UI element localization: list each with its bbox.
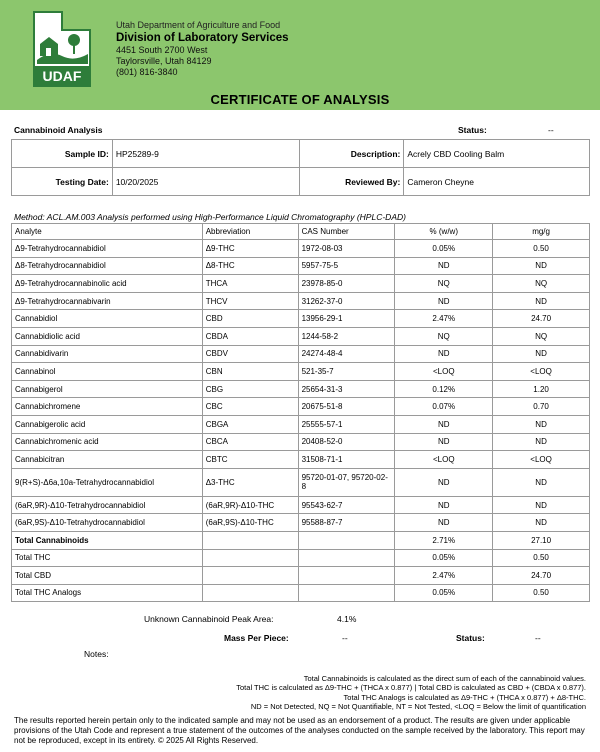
cell-analyte: Cannabidivarin — [12, 345, 203, 363]
header-percent: % (w/w) — [395, 224, 493, 240]
header-abbreviation: Abbreviation — [202, 224, 298, 240]
department-name: Utah Department of Agriculture and Food — [116, 20, 281, 30]
cell-cas-number: 1972-08-03 — [298, 240, 395, 258]
reviewed-by-label: Reviewed By: — [300, 168, 404, 196]
cell-analyte: Cannabicitran — [12, 451, 203, 469]
cell-mg-per-g: ND — [493, 514, 590, 532]
cell-analyte: Cannabigerolic acid — [12, 415, 203, 433]
cell-mg-per-g: ND — [493, 433, 590, 451]
table-row — [12, 345, 590, 363]
table-row — [12, 514, 590, 532]
cell-analyte: Cannabigerol — [12, 380, 203, 398]
cell-percent: 2.47% — [395, 310, 493, 328]
results-header-row — [12, 224, 590, 240]
table-row — [12, 433, 590, 451]
sample-id-label: Sample ID: — [12, 140, 113, 168]
section-header-row — [14, 125, 586, 137]
cell-percent: NQ — [395, 327, 493, 345]
total-label: Total CBD — [12, 567, 203, 585]
cell-mg-per-g: ND — [493, 415, 590, 433]
cell-abbreviation: CBN — [202, 363, 298, 381]
cell-percent: NQ — [395, 275, 493, 293]
cell-abbreviation: Δ8-THC — [202, 257, 298, 275]
cell-analyte: Δ9-Tetrahydrocannabivarin — [12, 292, 203, 310]
cell-abbreviation: CBDA — [202, 327, 298, 345]
cell-analyte: (6aR,9R)-Δ10-Tetrahydrocannabidiol — [12, 496, 203, 514]
cell-cas-number: 20408-52-0 — [298, 433, 395, 451]
cell-abbreviation: CBCA — [202, 433, 298, 451]
total-row — [12, 531, 590, 549]
cell-mg-per-g: NQ — [493, 275, 590, 293]
disclaimer-text: The results reported herein pertain only to the indicated sample and may not be used as an endorsement of a product. The results are given under applicable provisions of the Utah Code and represent a true statement of the outcomes of the analyses conducted on the sample received by the laboratory. This report may not be reproduced, except in its entirety. © 2025 All Rights Reserved. — [14, 716, 585, 745]
table-row — [12, 380, 590, 398]
reviewed-by-value: Cameron Cheyne — [404, 168, 590, 196]
cell-percent: 0.12% — [395, 380, 493, 398]
cell-abbreviation: CBDV — [202, 345, 298, 363]
cell-mg-per-g: ND — [493, 496, 590, 514]
cell-analyte: Cannabinol — [12, 363, 203, 381]
method-description: Method: ACL.AM.003 Analysis performed using High-Performance Liquid Chromatography (HPLC-DAD) — [14, 212, 406, 222]
cell-cas-number: 13956-29-1 — [298, 310, 395, 328]
address-line-1: 4451 South 2700 West — [116, 45, 208, 55]
cell-percent: <LOQ — [395, 363, 493, 381]
results-body — [12, 224, 590, 602]
notes-label: Notes: — [84, 649, 109, 659]
total-label: Total THC Analogs — [12, 584, 203, 602]
total-row — [12, 584, 590, 602]
cell-percent: ND — [395, 415, 493, 433]
cell-cas-number: 95543-62-7 — [298, 496, 395, 514]
total-row — [12, 567, 590, 585]
description-label: Description: — [300, 140, 404, 168]
cell-mg-per-g: 24.70 — [493, 310, 590, 328]
table-row — [12, 257, 590, 275]
cell-cas-number: 95720-01-07, 95720-02-8 — [298, 468, 395, 496]
cell-analyte: Cannabidiol — [12, 310, 203, 328]
cell-mg-per-g: 1.20 — [493, 380, 590, 398]
udaf-logo — [32, 10, 92, 88]
cell-abbreviation: (6aR,9R)-Δ10-THC — [202, 496, 298, 514]
cell-mg-per-g: ND — [493, 468, 590, 496]
cell-mg-per-g: ND — [493, 257, 590, 275]
table-row — [12, 496, 590, 514]
cell-cas-number: 24274-48-4 — [298, 345, 395, 363]
section-label: Cannabinoid Analysis — [14, 125, 103, 135]
cell-percent: ND — [395, 514, 493, 532]
cell-analyte: Δ9-Tetrahydrocannabidiol — [12, 240, 203, 258]
cell-cas-number: 25555-57-1 — [298, 415, 395, 433]
empty-cell — [298, 531, 395, 549]
cell-percent: 0.07% — [395, 398, 493, 416]
total-mg-per-g: 27.10 — [493, 531, 590, 549]
testing-date-value: 10/20/2025 — [112, 168, 300, 196]
footnote-1: Total Cannabinoids is calculated as the direct sum of each of the cannabinoid values. — [303, 674, 586, 683]
cell-mg-per-g: ND — [493, 345, 590, 363]
organization-block — [116, 20, 289, 78]
empty-cell — [202, 549, 298, 567]
cell-mg-per-g: 0.50 — [493, 240, 590, 258]
total-mg-per-g: 0.50 — [493, 549, 590, 567]
mass-per-piece-value: -- — [342, 633, 348, 643]
logo-text: UDAF — [42, 68, 82, 84]
cell-percent: ND — [395, 257, 493, 275]
footnote-3: Total THC Analogs is calculated as Δ9-THC + (THCA x 0.877) + Δ8-THC. — [343, 692, 586, 702]
cell-abbreviation: CBTC — [202, 451, 298, 469]
cell-analyte: Δ8-Tetrahydrocannabidiol — [12, 257, 203, 275]
header-banner — [0, 0, 600, 110]
calculation-footnotes — [236, 674, 586, 711]
cell-mg-per-g: 0.70 — [493, 398, 590, 416]
cell-percent: <LOQ — [395, 451, 493, 469]
cell-percent: ND — [395, 292, 493, 310]
total-percent: 0.05% — [395, 549, 493, 567]
summary-status-value: -- — [535, 633, 541, 643]
cell-cas-number: 23978-85-0 — [298, 275, 395, 293]
empty-cell — [202, 584, 298, 602]
cell-abbreviation: CBG — [202, 380, 298, 398]
footnote-2: Total THC is calculated as Δ9-THC + (THCA x 0.877) | Total CBD is calculated as CBD + (CBDA x 0.877). — [236, 683, 586, 693]
cell-percent: ND — [395, 468, 493, 496]
phone-number: (801) 816-3840 — [116, 67, 178, 77]
unknown-peak-value: 4.1% — [337, 614, 357, 624]
header-analyte: Analyte — [12, 224, 203, 240]
cell-abbreviation: CBD — [202, 310, 298, 328]
cell-abbreviation: CBGA — [202, 415, 298, 433]
cell-mg-per-g: <LOQ — [493, 363, 590, 381]
empty-cell — [202, 567, 298, 585]
cell-analyte: Cannabichromenic acid — [12, 433, 203, 451]
cell-percent: ND — [395, 345, 493, 363]
cell-cas-number: 5957-75-5 — [298, 257, 395, 275]
empty-cell — [298, 549, 395, 567]
total-label: Total Cannabinoids — [12, 531, 203, 549]
cell-abbreviation: Δ9-THC — [202, 240, 298, 258]
total-mg-per-g: 0.50 — [493, 584, 590, 602]
header-mg-per-g: mg/g — [493, 224, 590, 240]
total-percent: 2.47% — [395, 567, 493, 585]
cell-cas-number: 1244-58-2 — [298, 327, 395, 345]
total-mg-per-g: 24.70 — [493, 567, 590, 585]
cell-mg-per-g: ND — [493, 292, 590, 310]
testing-date-label: Testing Date: — [12, 168, 113, 196]
cell-abbreviation: THCA — [202, 275, 298, 293]
cell-abbreviation: (6aR,9S)-Δ10-THC — [202, 514, 298, 532]
table-row — [12, 398, 590, 416]
cell-mg-per-g: <LOQ — [493, 451, 590, 469]
cell-analyte: Cannabidiolic acid — [12, 327, 203, 345]
status-label: Status: — [458, 125, 487, 135]
cell-percent: ND — [395, 496, 493, 514]
address-line-2: Taylorsville, Utah 84129 — [116, 56, 212, 66]
table-row — [12, 415, 590, 433]
cell-abbreviation: CBC — [202, 398, 298, 416]
cell-abbreviation: THCV — [202, 292, 298, 310]
empty-cell — [202, 531, 298, 549]
results-table — [11, 223, 590, 602]
total-percent: 2.71% — [395, 531, 493, 549]
cell-analyte: 9(R+S)-Δ6a,10a-Tetrahydrocannabidiol — [12, 468, 203, 496]
total-label: Total THC — [12, 549, 203, 567]
mass-per-piece-label: Mass Per Piece: — [224, 633, 289, 643]
cell-percent: ND — [395, 433, 493, 451]
empty-cell — [298, 584, 395, 602]
certificate-title: CERTIFICATE OF ANALYSIS — [210, 92, 390, 107]
footnote-4: ND = Not Detected, NQ = Not Quantifiable, NT = Not Tested, <LOQ = Below the limit of quantification — [250, 701, 586, 711]
cell-mg-per-g: NQ — [493, 327, 590, 345]
status-value: -- — [548, 125, 554, 135]
table-row — [12, 240, 590, 258]
empty-cell — [298, 567, 395, 585]
cell-analyte: Cannabichromene — [12, 398, 203, 416]
table-row — [12, 363, 590, 381]
cell-cas-number: 20675-51-8 — [298, 398, 395, 416]
cell-abbreviation: Δ3-THC — [202, 468, 298, 496]
description-value: Acrely CBD Cooling Balm — [404, 140, 590, 168]
cell-percent: 0.05% — [395, 240, 493, 258]
table-row — [12, 310, 590, 328]
cell-cas-number: 31262-37-0 — [298, 292, 395, 310]
cell-cas-number: 521-35-7 — [298, 363, 395, 381]
table-row — [12, 292, 590, 310]
unknown-peak-label: Unknown Cannabinoid Peak Area: — [144, 614, 274, 624]
sample-id-value: HP25289-9 — [112, 140, 300, 168]
table-row — [12, 275, 590, 293]
sample-info-table — [11, 139, 590, 196]
table-row — [12, 468, 590, 496]
table-row — [12, 451, 590, 469]
header-cas-number: CAS Number — [298, 224, 395, 240]
cell-analyte: (6aR,9S)-Δ10-Tetrahydrocannabidiol — [12, 514, 203, 532]
table-row — [12, 327, 590, 345]
division-name: Division of Laboratory Services — [116, 32, 289, 44]
total-percent: 0.05% — [395, 584, 493, 602]
summary-status-label: Status: — [456, 633, 485, 643]
cell-analyte: Δ9-Tetrahydrocannabinolic acid — [12, 275, 203, 293]
cell-cas-number: 25654-31-3 — [298, 380, 395, 398]
cell-cas-number: 95588-87-7 — [298, 514, 395, 532]
cell-cas-number: 31508-71-1 — [298, 451, 395, 469]
total-row — [12, 549, 590, 567]
